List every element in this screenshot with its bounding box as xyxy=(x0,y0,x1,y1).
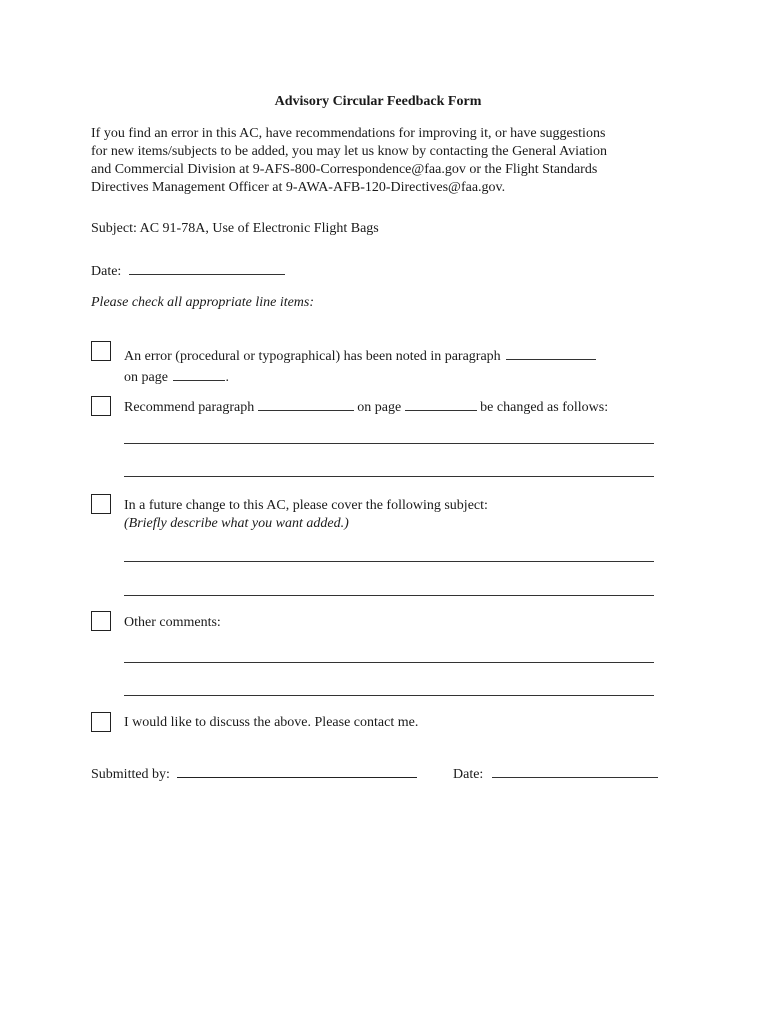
date-label: Date: xyxy=(91,264,122,279)
recommend-paragraph-field[interactable] xyxy=(258,396,354,411)
submitted-by-label: Submitted by: xyxy=(91,767,170,782)
other-comments-checkbox[interactable] xyxy=(91,611,111,631)
recommend-page-label: on page xyxy=(357,400,402,415)
submit-date-label: Date: xyxy=(453,767,484,782)
future-change-label: In a future change to this AC, please cover the following subject: xyxy=(124,498,488,513)
recommend-page-field[interactable] xyxy=(405,396,477,411)
intro-line: If you find an error in this AC, have recommendations for improving it, or have suggestions xyxy=(91,126,606,141)
submitted-by-field[interactable] xyxy=(177,763,417,778)
form-title: Advisory Circular Feedback Form xyxy=(274,94,482,109)
error-period: . xyxy=(225,370,229,385)
error-page-field[interactable] xyxy=(173,366,225,381)
contact-me-label: I would like to discuss the above. Please contact me. xyxy=(124,715,419,730)
other-comments-label: Other comments: xyxy=(124,615,221,630)
date-row xyxy=(91,260,285,281)
future-change-checkbox[interactable] xyxy=(91,494,111,514)
future-change-answer-line[interactable] xyxy=(124,561,654,562)
error-item-text xyxy=(124,345,596,387)
subject-line: Subject: AC 91-78A, Use of Electronic Flight Bags xyxy=(91,221,379,236)
intro-paragraph xyxy=(91,125,661,197)
instructions: Please check all appropriate line items: xyxy=(91,295,315,310)
intro-line: Directives Management Officer at 9-AWA-AFB-120-Directives@faa.gov. xyxy=(91,180,506,195)
submit-date-field[interactable] xyxy=(492,763,658,778)
error-paragraph-field[interactable] xyxy=(506,345,596,360)
error-page-label: on page xyxy=(124,370,168,385)
contact-me-checkbox[interactable] xyxy=(91,712,111,732)
future-change-answer-line[interactable] xyxy=(124,595,654,596)
intro-line: and Commercial Division at 9-AFS-800-Correspondence@faa.gov or the Flight Standards xyxy=(91,162,598,177)
future-change-hint: (Briefly describe what you want added.) xyxy=(124,516,349,531)
recommend-answer-line[interactable] xyxy=(124,443,654,444)
date-field[interactable] xyxy=(129,260,285,275)
submit-date-row xyxy=(453,763,658,784)
other-comments-answer-line[interactable] xyxy=(124,695,654,696)
recommend-answer-line[interactable] xyxy=(124,476,654,477)
recommend-paragraph-label: Recommend paragraph xyxy=(124,400,255,415)
recommend-changed-label: be changed as follows: xyxy=(480,400,609,415)
error-checkbox[interactable] xyxy=(91,341,111,361)
submitted-by-row xyxy=(91,763,417,784)
other-comments-answer-line[interactable] xyxy=(124,662,654,663)
intro-line: for new items/subjects to be added, you may let us know by contacting the General Aviation xyxy=(91,144,608,159)
error-item-label: An error (procedural or typographical) has been noted in paragraph xyxy=(124,349,501,364)
recommend-item-text xyxy=(124,396,608,417)
recommend-checkbox[interactable] xyxy=(91,396,111,416)
future-change-item-text xyxy=(124,497,488,533)
